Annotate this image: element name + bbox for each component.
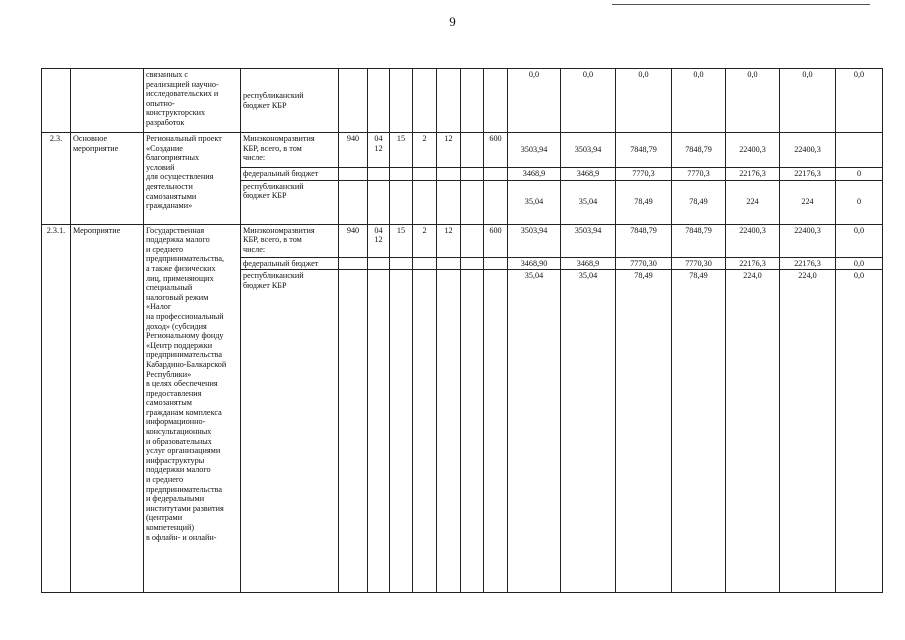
cell-value: 0,0 <box>836 270 883 593</box>
cell-code: 2 <box>413 224 437 257</box>
cell-code <box>461 180 484 224</box>
cell-value: 7770,3 <box>616 168 672 181</box>
cell-value: 7848,79 <box>616 224 672 257</box>
cell-code <box>339 257 368 270</box>
cell-code <box>339 69 368 133</box>
cell-code: 15 <box>390 133 413 168</box>
cell-value: 0,0 <box>726 69 780 133</box>
cell-source: республиканский бюджет КБР <box>241 69 339 133</box>
cell-value: 0,0 <box>616 69 672 133</box>
cell-code <box>484 180 508 224</box>
cell-source: республиканский бюджет КБР <box>241 270 339 593</box>
cell-code: 600 <box>484 133 508 168</box>
cell-code: 940 <box>339 133 368 168</box>
cell-code <box>368 180 390 224</box>
cell-value: 224,0 <box>726 270 780 593</box>
cell-code: 04 12 <box>368 224 390 257</box>
cell-value: 224 <box>726 180 780 224</box>
cell-code <box>390 270 413 593</box>
cell-value: 22176,3 <box>726 257 780 270</box>
cell-value: 22400,3 <box>780 224 836 257</box>
cell-num: 2.3. <box>42 133 71 225</box>
cell-code <box>413 168 437 181</box>
cell-code: 15 <box>390 224 413 257</box>
cell-code: 12 <box>437 224 461 257</box>
cell-value: 7770,30 <box>672 257 726 270</box>
cell-source: Минэкономразвития КБР, всего, в том числе: <box>241 133 339 168</box>
cell-code <box>437 180 461 224</box>
cell-value: 7848,79 <box>616 133 672 168</box>
cell-code <box>390 257 413 270</box>
cell-code <box>437 257 461 270</box>
cell-source: республиканский бюджет КБР <box>241 180 339 224</box>
cell-code <box>461 69 484 133</box>
cell-name: Региональный проект «Создание благоприятных условий для осуществления деятельности самозанятыми гражданами» <box>144 133 241 225</box>
cell-value: 3468,9 <box>508 168 561 181</box>
cell-value: 0,0 <box>780 69 836 133</box>
cell-code <box>484 69 508 133</box>
cell-code <box>461 270 484 593</box>
table-row <box>42 133 883 168</box>
cell-value: 35,04 <box>561 270 616 593</box>
cell-value: 0,0 <box>508 69 561 133</box>
cell-code <box>437 270 461 593</box>
cell-value: 3468,90 <box>508 257 561 270</box>
page-number: 9 <box>449 14 456 29</box>
cell-source: федеральный бюджет <box>241 168 339 181</box>
cell-code <box>368 69 390 133</box>
cell-code <box>390 180 413 224</box>
cell-code: 04 12 <box>368 133 390 168</box>
cell-value: 3468,9 <box>561 257 616 270</box>
cell-value: 3503,94 <box>561 133 616 168</box>
header-rule <box>612 4 870 5</box>
cell-value: 78,49 <box>672 180 726 224</box>
cell-code: 12 <box>437 133 461 168</box>
cell-name: связанных с реализацией научно- исследовательских и опытно- конструкторских разработок <box>144 69 241 133</box>
cell-value: 0 <box>836 180 883 224</box>
cell-source: Минэкономразвития КБР, всего, в том числе: <box>241 224 339 257</box>
cell-type: Мероприятие <box>71 224 144 593</box>
cell-value: 3468,9 <box>561 168 616 181</box>
cell-code <box>461 257 484 270</box>
cell-code <box>437 168 461 181</box>
cell-code <box>368 168 390 181</box>
cell-source: федеральный бюджет <box>241 257 339 270</box>
table-row <box>42 69 883 133</box>
cell-code <box>413 257 437 270</box>
cell-value: 7770,3 <box>672 168 726 181</box>
cell-value: 22176,3 <box>780 168 836 181</box>
cell-code <box>390 69 413 133</box>
cell-code <box>484 270 508 593</box>
cell-num: 2.3.1. <box>42 224 71 593</box>
cell-value: 35,04 <box>561 180 616 224</box>
cell-code <box>413 69 437 133</box>
cell-code <box>461 133 484 168</box>
cell-value: 3503,94 <box>508 224 561 257</box>
cell-code <box>339 270 368 593</box>
cell-value: 0,0 <box>836 257 883 270</box>
cell-value: 35,04 <box>508 270 561 593</box>
cell-code <box>461 224 484 257</box>
cell-code <box>413 270 437 593</box>
cell-code <box>368 270 390 593</box>
cell-code: 600 <box>484 224 508 257</box>
cell-value: 22400,3 <box>780 133 836 168</box>
cell-value: 22176,3 <box>726 168 780 181</box>
cell-value <box>836 133 883 168</box>
cell-code <box>390 168 413 181</box>
cell-value: 0,0 <box>836 69 883 133</box>
cell-code <box>461 168 484 181</box>
cell-value: 7848,79 <box>672 133 726 168</box>
cell-name: Государственная поддержка малого и среднего предпринимательства, а также физических лиц, применяющих специальный налоговый режим «Налог на профессиональный доход» (субсидия Региональному фонду «Центр поддержки предпринимательства Кабардино-Балкарской Республики» в целях обеспечения предоставления самозанятым гражданам комплекса информационно- консультационных и образовательных услуг организациями инфраструктуры поддержки малого и среднего предпринимательства и федеральными институтами развития (центрами компетенций) в офлайн- и онлайн- <box>144 224 241 593</box>
cell-code <box>484 257 508 270</box>
cell-code <box>437 69 461 133</box>
cell-value: 22400,3 <box>726 133 780 168</box>
budget-table <box>41 68 883 593</box>
cell-code <box>413 180 437 224</box>
cell-code <box>339 168 368 181</box>
cell-value: 22176,3 <box>780 257 836 270</box>
cell-value: 0,0 <box>561 69 616 133</box>
cell-value: 3503,94 <box>561 224 616 257</box>
cell-value: 35,04 <box>508 180 561 224</box>
cell-value: 78,49 <box>616 180 672 224</box>
cell-type <box>71 69 144 133</box>
cell-value: 3503,94 <box>508 133 561 168</box>
cell-value: 78,49 <box>616 270 672 593</box>
cell-value: 7848,79 <box>672 224 726 257</box>
cell-value: 0 <box>836 168 883 181</box>
cell-type: Основное мероприятие <box>71 133 144 225</box>
cell-code <box>339 180 368 224</box>
cell-value: 22400,3 <box>726 224 780 257</box>
cell-value: 0,0 <box>672 69 726 133</box>
cell-value: 224,0 <box>780 270 836 593</box>
cell-code: 940 <box>339 224 368 257</box>
cell-code: 2 <box>413 133 437 168</box>
cell-code <box>484 168 508 181</box>
cell-value: 0,0 <box>836 224 883 257</box>
cell-value: 7770,30 <box>616 257 672 270</box>
cell-num <box>42 69 71 133</box>
cell-value: 78,49 <box>672 270 726 593</box>
cell-code <box>368 257 390 270</box>
table-row <box>42 224 883 257</box>
cell-value: 224 <box>780 180 836 224</box>
